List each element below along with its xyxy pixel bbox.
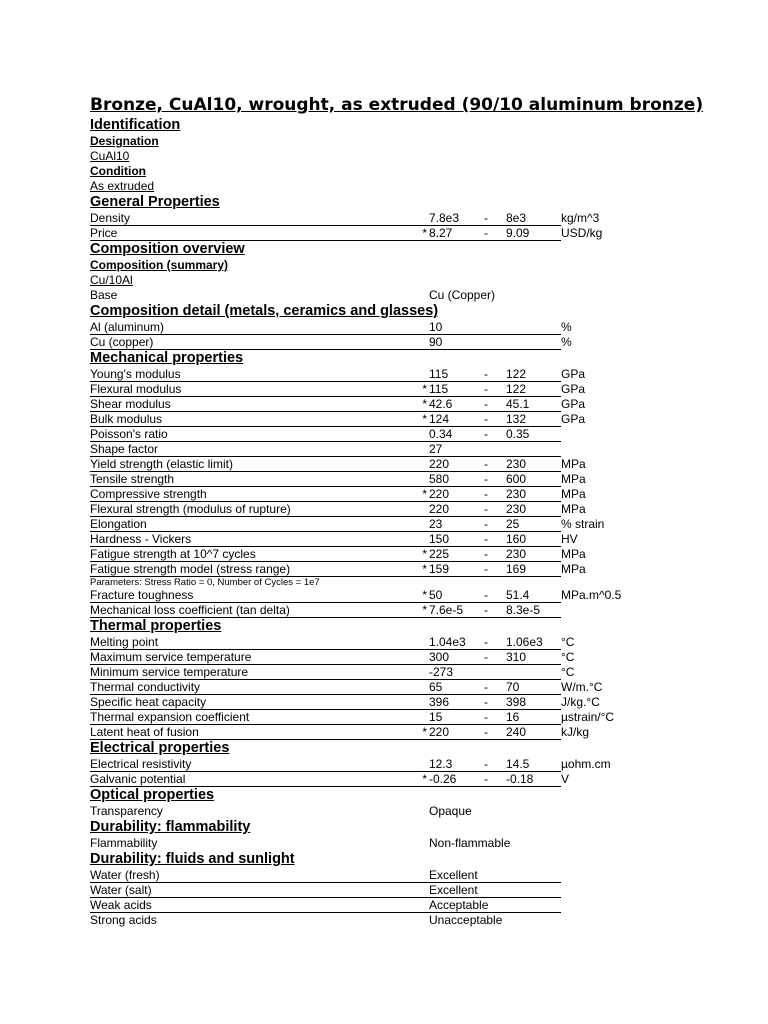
value-low: 15: [429, 710, 443, 724]
property-row: [90, 913, 670, 928]
range-dash: -: [484, 397, 488, 411]
property-row: [90, 487, 670, 502]
value-low: 150: [429, 532, 450, 546]
property-name: Flammability: [90, 836, 158, 850]
unit-label: °C: [561, 650, 575, 664]
property-row: [90, 412, 670, 427]
estimate-marker: *: [422, 397, 427, 411]
section-electrical-properties: Electrical properties: [90, 740, 230, 756]
unit-label: µstrain/°C: [561, 710, 615, 724]
property-row: [90, 883, 670, 898]
property-row: [90, 562, 670, 577]
value-low: 8.27: [429, 226, 453, 240]
property-row: [90, 517, 670, 532]
value-high: 230: [506, 457, 527, 471]
value-low: Non-flammable: [429, 836, 511, 850]
composition-detail-rows: [90, 320, 670, 350]
property-row: [90, 710, 670, 725]
range-dash: -: [484, 517, 488, 531]
property-row: [90, 725, 670, 740]
property-name: Maximum service temperature: [90, 650, 252, 664]
range-dash: -: [484, 772, 488, 786]
unit-label: HV: [561, 532, 578, 546]
property-row: [90, 367, 670, 382]
property-name: Yield strength (elastic limit): [90, 457, 233, 471]
unit-label: kJ/kg: [561, 725, 590, 739]
range-dash: -: [484, 472, 488, 486]
condition-value: As extruded: [90, 179, 155, 193]
property-name: Fatigue strength model (stress range): [90, 562, 291, 576]
property-name: Bulk modulus: [90, 412, 163, 426]
property-row: [90, 397, 670, 412]
value-low: Unacceptable: [429, 913, 503, 927]
section-fluids-sunlight: Durability: fluids and sunlight: [90, 851, 295, 867]
thermal-rows: [90, 635, 670, 740]
property-row: [90, 804, 670, 819]
property-name: Shape factor: [90, 442, 159, 456]
value-high: 8.3e-5: [506, 603, 541, 617]
property-name: Tensile strength: [90, 472, 175, 486]
mechanical-rows-2: [90, 588, 670, 618]
property-name: Fracture toughness: [90, 588, 194, 602]
unit-label: %: [561, 320, 572, 334]
unit-label: MPa: [561, 457, 586, 471]
composition-summary-label: Composition (summary): [90, 258, 229, 272]
value-low: Excellent: [429, 883, 478, 897]
value-high: 230: [506, 487, 527, 501]
range-dash: -: [484, 603, 488, 617]
property-name: Thermal conductivity: [90, 680, 201, 694]
value-high: 0.35: [506, 427, 530, 441]
property-row: [90, 757, 670, 772]
composition-summary-value: Cu/10Al: [90, 273, 133, 287]
range-dash: -: [484, 635, 488, 649]
value-low: 220: [429, 725, 450, 739]
value-high: 45.1: [506, 397, 530, 411]
value-low: 124: [429, 412, 450, 426]
value-high: 16: [506, 710, 520, 724]
unit-label: GPa: [561, 367, 586, 381]
property-row: [90, 457, 670, 472]
property-name: Poisson's ratio: [90, 427, 168, 441]
value-high: 14.5: [506, 757, 530, 771]
value-high: 600: [506, 472, 527, 486]
value-high: 9.09: [506, 226, 530, 240]
range-dash: -: [484, 680, 488, 694]
range-dash: -: [484, 367, 488, 381]
unit-label: °C: [561, 635, 575, 649]
value-low: Excellent: [429, 868, 478, 882]
property-row: [90, 680, 670, 695]
property-row: [90, 226, 670, 241]
property-name: Transparency: [90, 804, 163, 818]
parameters-note: Parameters: Stress Ratio = 0, Number of Cycles = 1e7: [90, 577, 320, 588]
value-low: 300: [429, 650, 450, 664]
value-high: 132: [506, 412, 527, 426]
value-low: Acceptable: [429, 898, 489, 912]
value-low: 115: [429, 367, 449, 381]
value-low: 225: [429, 547, 450, 561]
datasheet: [90, 94, 704, 928]
property-row: [90, 320, 670, 335]
estimate-marker: *: [422, 725, 427, 739]
designation-value: CuAl10: [90, 149, 130, 163]
value-low: 220: [429, 457, 450, 471]
range-dash: -: [484, 547, 488, 561]
value-low: 65: [429, 680, 443, 694]
flammability-rows: [90, 836, 670, 851]
property-name: Price: [90, 226, 118, 240]
value-low: 159: [429, 562, 450, 576]
value-high: 1.06e3: [506, 635, 543, 649]
general-rows: [90, 211, 670, 241]
value-high: 25: [506, 517, 520, 531]
property-name: Mechanical loss coefficient (tan delta): [90, 603, 290, 617]
property-row: [90, 588, 670, 603]
value-high: 230: [506, 547, 527, 561]
range-dash: -: [484, 757, 488, 771]
property-name: Strong acids: [90, 913, 157, 927]
unit-label: µohm.cm: [561, 757, 611, 771]
base-value: Cu (Copper): [429, 288, 496, 302]
property-row: [90, 382, 670, 397]
property-name: Water (salt): [90, 883, 152, 897]
property-row: [90, 472, 670, 487]
value-low: 0.34: [429, 427, 453, 441]
range-dash: -: [484, 457, 488, 471]
range-dash: -: [484, 532, 488, 546]
section-mechanical-properties: Mechanical properties: [90, 350, 244, 366]
property-name: Latent heat of fusion: [90, 725, 199, 739]
estimate-marker: *: [422, 226, 427, 240]
range-dash: -: [484, 487, 488, 501]
value-low: 7.6e-5: [429, 603, 464, 617]
unit-label: MPa: [561, 562, 586, 576]
property-row: [90, 335, 670, 350]
value-low: Opaque: [429, 804, 472, 818]
unit-label: MPa: [561, 502, 586, 516]
value-high: 240: [506, 725, 527, 739]
range-dash: -: [484, 710, 488, 724]
range-dash: -: [484, 382, 488, 396]
range-dash: -: [484, 725, 488, 739]
range-dash: -: [484, 562, 488, 576]
value-high: 8e3: [506, 211, 527, 225]
range-dash: -: [484, 650, 488, 664]
unit-label: USD/kg: [561, 226, 603, 240]
section-composition-overview: Composition overview: [90, 241, 245, 257]
property-name: Compressive strength: [90, 487, 207, 501]
section-flammability: Durability: flammability: [90, 819, 251, 835]
estimate-marker: *: [422, 603, 427, 617]
estimate-marker: *: [422, 547, 427, 561]
condition-label: Condition: [90, 164, 146, 178]
value-high: 398: [506, 695, 527, 709]
property-name: Minimum service temperature: [90, 665, 249, 679]
value-low: -273: [429, 665, 454, 679]
value-low: 27: [429, 442, 443, 456]
property-row: [90, 695, 670, 710]
optical-rows: [90, 804, 670, 819]
unit-label: °C: [561, 665, 575, 679]
property-name: Density: [90, 211, 131, 225]
range-dash: -: [484, 412, 488, 426]
electrical-rows: [90, 757, 670, 787]
unit-label: %: [561, 335, 572, 349]
estimate-marker: *: [422, 562, 427, 576]
range-dash: -: [484, 211, 488, 225]
value-low: 220: [429, 502, 450, 516]
value-high: -0.18: [506, 772, 534, 786]
property-row: [90, 502, 670, 517]
property-row: [90, 868, 670, 883]
estimate-marker: *: [422, 588, 427, 602]
estimate-marker: *: [422, 382, 427, 396]
value-low: 10: [429, 320, 443, 334]
property-row: [90, 665, 670, 680]
page-title: Bronze, CuAl10, wrought, as extruded (90/10 aluminum bronze): [90, 95, 704, 115]
designation-label: Designation: [90, 134, 159, 148]
unit-label: GPa: [561, 397, 586, 411]
unit-label: MPa.m^0.5: [561, 588, 622, 602]
value-low: 23: [429, 517, 443, 531]
property-name: Young's modulus: [90, 367, 181, 381]
property-name: Electrical resistivity: [90, 757, 192, 771]
value-low: 580: [429, 472, 450, 486]
property-name: Specific heat capacity: [90, 695, 207, 709]
range-dash: -: [484, 695, 488, 709]
estimate-marker: *: [422, 412, 427, 426]
property-name: Al (aluminum): [90, 320, 165, 334]
section-general-properties: General Properties: [90, 194, 220, 210]
unit-label: kg/m^3: [561, 211, 600, 225]
range-dash: -: [484, 588, 488, 602]
section-thermal-properties: Thermal properties: [90, 618, 222, 634]
value-high: 122: [506, 382, 527, 396]
property-name: Flexural modulus: [90, 382, 182, 396]
value-low: -0.26: [429, 772, 457, 786]
property-name: Thermal expansion coefficient: [90, 710, 250, 724]
mechanical-rows: [90, 367, 670, 577]
property-name: Elongation: [90, 517, 147, 531]
property-row: [90, 427, 670, 442]
property-row: [90, 603, 670, 618]
value-low: 115: [429, 382, 449, 396]
value-high: 310: [506, 650, 527, 664]
property-row: [90, 211, 670, 226]
section-composition-detail: Composition detail (metals, ceramics and glasses): [90, 303, 439, 319]
property-row: [90, 772, 670, 787]
property-row: [90, 532, 670, 547]
range-dash: -: [484, 226, 488, 240]
property-row: [90, 635, 670, 650]
estimate-marker: *: [422, 772, 427, 786]
value-high: 51.4: [506, 588, 530, 602]
property-name: Water (fresh): [90, 868, 160, 882]
base-row: [90, 288, 670, 303]
unit-label: GPa: [561, 382, 586, 396]
range-dash: -: [484, 502, 488, 516]
property-name: Melting point: [90, 635, 159, 649]
unit-label: GPa: [561, 412, 586, 426]
value-low: 90: [429, 335, 443, 349]
property-row: [90, 547, 670, 562]
estimate-marker: *: [422, 487, 427, 501]
section-optical-properties: Optical properties: [90, 787, 215, 803]
property-name: Weak acids: [90, 898, 152, 912]
property-row: [90, 650, 670, 665]
unit-label: W/m.°C: [561, 680, 603, 694]
unit-label: MPa: [561, 472, 586, 486]
unit-label: % strain: [561, 517, 605, 531]
property-row: [90, 898, 670, 913]
value-low: 50: [429, 588, 443, 602]
value-high: 230: [506, 502, 527, 516]
base-label: Base: [90, 288, 118, 302]
property-name: Hardness - Vickers: [90, 532, 192, 546]
unit-label: V: [561, 772, 570, 786]
property-name: Galvanic potential: [90, 772, 186, 786]
value-low: 12.3: [429, 757, 453, 771]
unit-label: MPa: [561, 487, 586, 501]
property-name: Cu (copper): [90, 335, 154, 349]
section-identification: Identification: [90, 117, 181, 133]
value-low: 220: [429, 487, 450, 501]
value-high: 160: [506, 532, 527, 546]
value-high: 169: [506, 562, 527, 576]
property-name: Fatigue strength at 10^7 cycles: [90, 547, 256, 561]
unit-label: J/kg.°C: [561, 695, 600, 709]
value-high: 70: [506, 680, 520, 694]
range-dash: -: [484, 427, 488, 441]
value-high: 122: [506, 367, 527, 381]
value-low: 396: [429, 695, 450, 709]
unit-label: MPa: [561, 547, 586, 561]
property-row: [90, 442, 670, 457]
fluids-rows: [90, 868, 670, 928]
value-low: 42.6: [429, 397, 453, 411]
value-low: 1.04e3: [429, 635, 466, 649]
property-name: Shear modulus: [90, 397, 171, 411]
property-row: [90, 836, 670, 851]
value-low: 7.8e3: [429, 211, 460, 225]
property-name: Flexural strength (modulus of rupture): [90, 502, 291, 516]
